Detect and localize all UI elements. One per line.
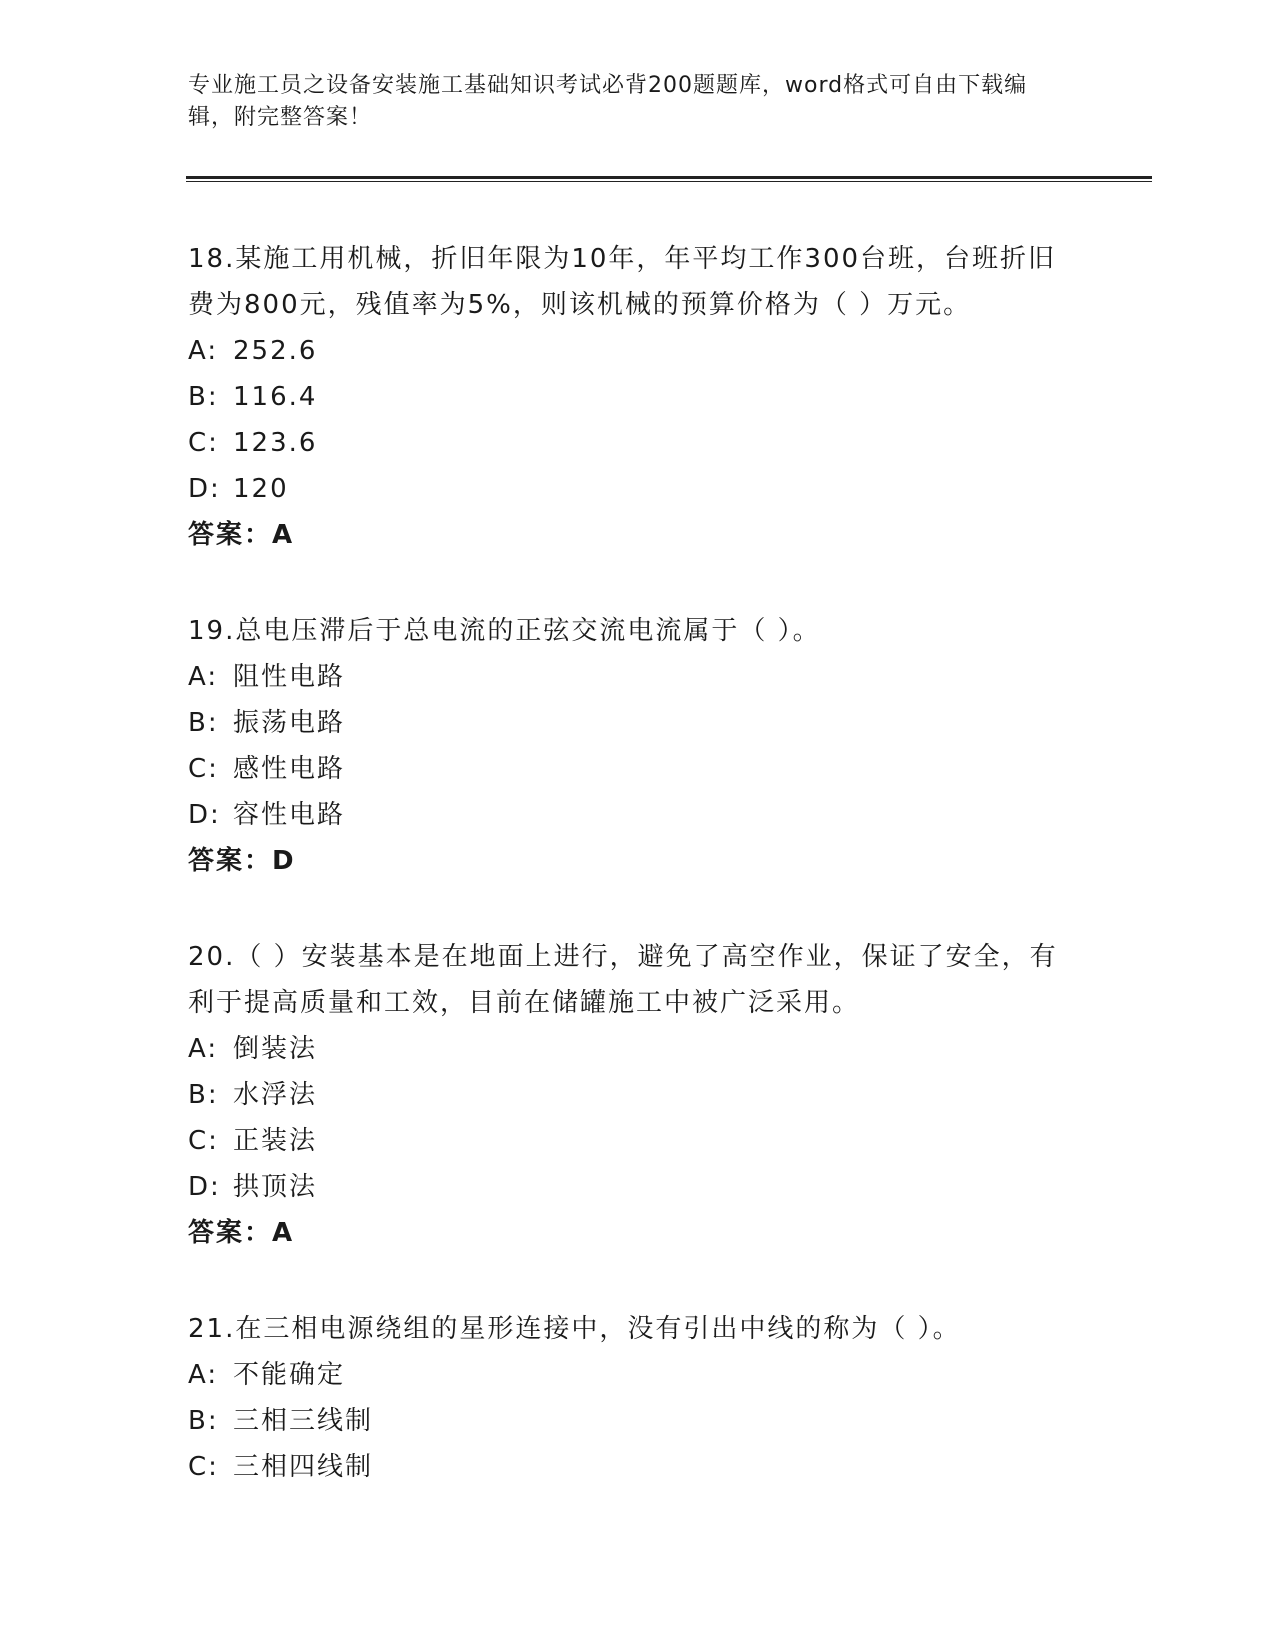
option-letter: C: (188, 428, 219, 458)
option-c (188, 420, 1068, 466)
option-c (188, 1444, 1068, 1490)
question-stem: 19.总电压滞后于总电流的正弦交流电流属于（ ）。 (188, 616, 821, 646)
option-letter: A: (188, 1034, 219, 1064)
option-b (188, 374, 1068, 420)
document-title: 专业施工员之设备安装施工基础知识考试必背200题题库，word格式可自由下载编辑，附完整答案！ (188, 73, 1028, 130)
option-letter: A: (188, 662, 219, 692)
question-stem: 20.（ ）安装基本是在地面上进行，避免了高空作业，保证了安全，有利于提高质量和工效，目前在储罐施工中被广泛采用。 (188, 942, 1058, 1018)
option-text: 不能确定 (233, 1360, 346, 1390)
question-20 (188, 934, 1068, 1256)
option-d (188, 792, 1068, 838)
option-letter: C: (188, 1126, 219, 1156)
option-d (188, 1164, 1068, 1210)
option-letter: C: (188, 1452, 219, 1482)
option-text: 120 (233, 474, 289, 504)
option-letter: D: (188, 1172, 221, 1202)
option-text: 正装法 (233, 1126, 318, 1156)
option-letter: B: (188, 1406, 219, 1436)
answer-label: 答案：A (188, 1218, 295, 1248)
option-b (188, 1398, 1068, 1444)
option-letter: B: (188, 1080, 219, 1110)
option-text: 水浮法 (233, 1080, 318, 1110)
option-text: 三相三线制 (233, 1406, 374, 1436)
question-21 (188, 1306, 1068, 1490)
question-stem: 21.在三相电源绕组的星形连接中，没有引出中线的称为（ ）。 (188, 1314, 961, 1344)
option-text: 振荡电路 (233, 708, 346, 738)
option-text: 三相四线制 (233, 1452, 374, 1482)
option-c (188, 746, 1068, 792)
option-letter: C: (188, 754, 219, 784)
option-a (188, 1026, 1068, 1072)
option-letter: D: (188, 474, 221, 504)
option-text: 感性电路 (233, 754, 346, 784)
option-text: 倒装法 (233, 1034, 318, 1064)
option-text: 阻性电路 (233, 662, 346, 692)
option-text: 123.6 (233, 428, 318, 458)
question-19 (188, 608, 1068, 884)
option-a (188, 328, 1068, 374)
option-letter: B: (188, 382, 219, 412)
question-stem: 18.某施工用机械，折旧年限为10年，年平均工作300台班，台班折旧费为800元，残值率为5%，则该机械的预算价格为（ ）万元。 (188, 244, 1057, 320)
option-text: 拱顶法 (233, 1172, 318, 1202)
option-text: 容性电路 (233, 800, 346, 830)
option-b (188, 700, 1068, 746)
question-18 (188, 236, 1068, 558)
page-header (188, 70, 1068, 134)
option-a (188, 654, 1068, 700)
option-b (188, 1072, 1068, 1118)
header-divider (186, 176, 1152, 179)
option-letter: A: (188, 336, 219, 366)
option-d (188, 466, 1068, 512)
option-a (188, 1352, 1068, 1398)
option-letter: A: (188, 1360, 219, 1390)
option-letter: B: (188, 708, 219, 738)
question-list (188, 236, 1068, 1540)
answer-label: 答案：A (188, 520, 295, 550)
option-text: 116.4 (233, 382, 318, 412)
answer-label: 答案：D (188, 846, 296, 876)
option-letter: D: (188, 800, 221, 830)
option-text: 252.6 (233, 336, 318, 366)
option-c (188, 1118, 1068, 1164)
